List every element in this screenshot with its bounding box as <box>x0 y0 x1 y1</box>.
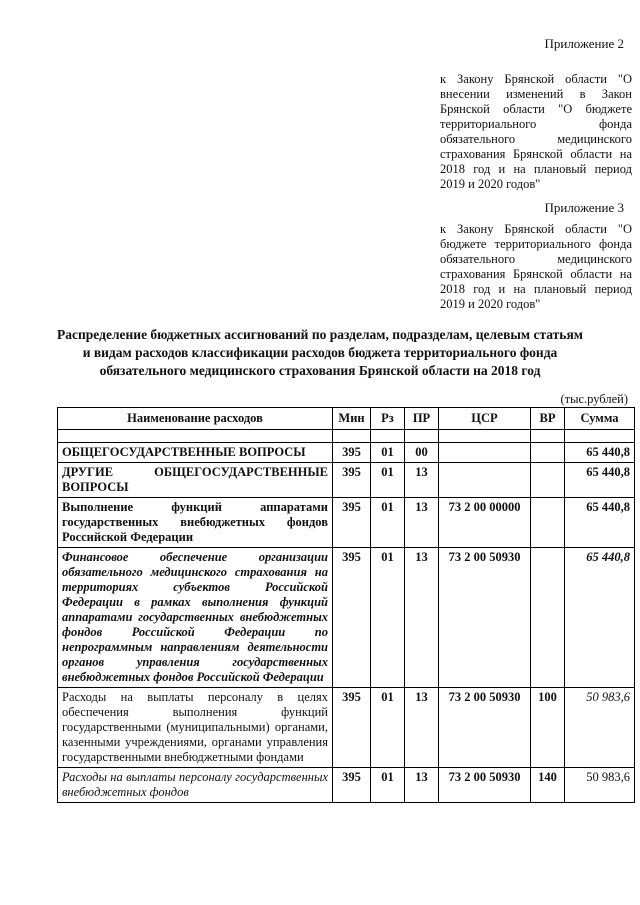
row-vr <box>531 498 565 548</box>
row-min: 395 <box>333 463 371 498</box>
title-line-1: Распределение бюджетных ассигнований по разделам, подразделам, целевым статьям <box>57 327 583 342</box>
row-vr: 140 <box>531 768 565 803</box>
row-csr <box>439 463 531 498</box>
row-name: ОБЩЕГОСУДАРСТВЕННЫЕ ВОПРОСЫ <box>58 443 333 463</box>
row-name: Расходы на выплаты персоналу государственных внебюджетных фондов <box>58 768 333 803</box>
header-min: Мин <box>333 408 371 430</box>
row-rz: 01 <box>371 498 405 548</box>
row-name: Расходы на выплаты персоналу в целях обеспечения выполнения функций государственными (муниципальными) органами, казенными учреждениями, органами управления государственными внебюджетными фондами <box>58 688 333 768</box>
table-row <box>58 548 635 688</box>
row-csr: 73 2 00 00000 <box>439 498 531 548</box>
row-sum: 50 983,6 <box>565 688 635 768</box>
table-spacer-row <box>58 430 635 443</box>
header-csr: ЦСР <box>439 408 531 430</box>
row-rz: 01 <box>371 463 405 498</box>
row-pr: 13 <box>405 688 439 768</box>
header-pr: ПР <box>405 408 439 430</box>
row-min: 395 <box>333 498 371 548</box>
header-name: Наименование расходов <box>58 408 333 430</box>
row-rz: 01 <box>371 548 405 688</box>
row-sum: 65 440,8 <box>565 498 635 548</box>
row-csr: 73 2 00 50930 <box>439 548 531 688</box>
header-sum: Сумма <box>565 408 635 430</box>
row-min: 395 <box>333 443 371 463</box>
header-rz: Рз <box>371 408 405 430</box>
row-pr: 00 <box>405 443 439 463</box>
appendix-2-label: Приложение 2 <box>544 36 624 51</box>
header-vr: ВР <box>531 408 565 430</box>
row-csr: 73 2 00 50930 <box>439 688 531 768</box>
row-name: Финансовое обеспечение организации обязательного медицинского страхования на территориях субъектов Российской Федерации в рамках выполнения функций аппаратами государственных внебюджетных фондов Российской Федерации по непрограммным направлениям деятельности органов управления государственных внебюджетных фондов Российской Федерации <box>58 548 333 688</box>
row-pr: 13 <box>405 498 439 548</box>
title-line-2: и видам расходов классификации расходов бюджета территориального фонда <box>82 345 558 360</box>
row-name: ДРУГИЕ ОБЩЕГОСУДАРСТВЕННЫЕ ВОПРОСЫ <box>58 463 333 498</box>
row-sum: 65 440,8 <box>565 463 635 498</box>
table-row <box>58 498 635 548</box>
row-rz: 01 <box>371 688 405 768</box>
appendix-3-label: Приложение 3 <box>544 200 624 215</box>
row-pr: 13 <box>405 548 439 688</box>
row-pr: 13 <box>405 768 439 803</box>
table-row <box>58 688 635 768</box>
table-row <box>58 768 635 803</box>
row-vr <box>531 443 565 463</box>
row-vr: 100 <box>531 688 565 768</box>
budget-table <box>57 407 635 803</box>
table-row <box>58 443 635 463</box>
row-csr <box>439 443 531 463</box>
row-sum: 65 440,8 <box>565 443 635 463</box>
row-pr: 13 <box>405 463 439 498</box>
appendix-3-reference: к Закону Брянской области "О бюджете территориального фонда обязательного медицинского страхования Брянской области на 2018 год и на плановый период 2019 и 2020 годов" <box>440 222 632 311</box>
table-header-row <box>58 408 635 430</box>
document-title <box>20 326 620 380</box>
row-rz: 01 <box>371 443 405 463</box>
units-label: (тыс.рублей) <box>560 392 628 406</box>
appendix-2-reference: к Закону Брянской области "О внесении изменений в Закон Брянской области "О бюджете территориального фонда обязательного медицинского страхования Брянской области на 2018 год и на плановый период 2019 и 2020 годов" <box>440 72 632 191</box>
title-line-3: обязательного медицинского страхования Брянской области на 2018 год <box>99 363 541 378</box>
row-min: 395 <box>333 548 371 688</box>
row-sum: 65 440,8 <box>565 548 635 688</box>
table-row <box>58 463 635 498</box>
row-min: 395 <box>333 688 371 768</box>
row-min: 395 <box>333 768 371 803</box>
row-vr <box>531 548 565 688</box>
row-sum: 50 983,6 <box>565 768 635 803</box>
row-vr <box>531 463 565 498</box>
row-csr: 73 2 00 50930 <box>439 768 531 803</box>
row-name: Выполнение функций аппаратами государственных внебюджетных фондов Российской Федерации <box>58 498 333 548</box>
row-rz: 01 <box>371 768 405 803</box>
